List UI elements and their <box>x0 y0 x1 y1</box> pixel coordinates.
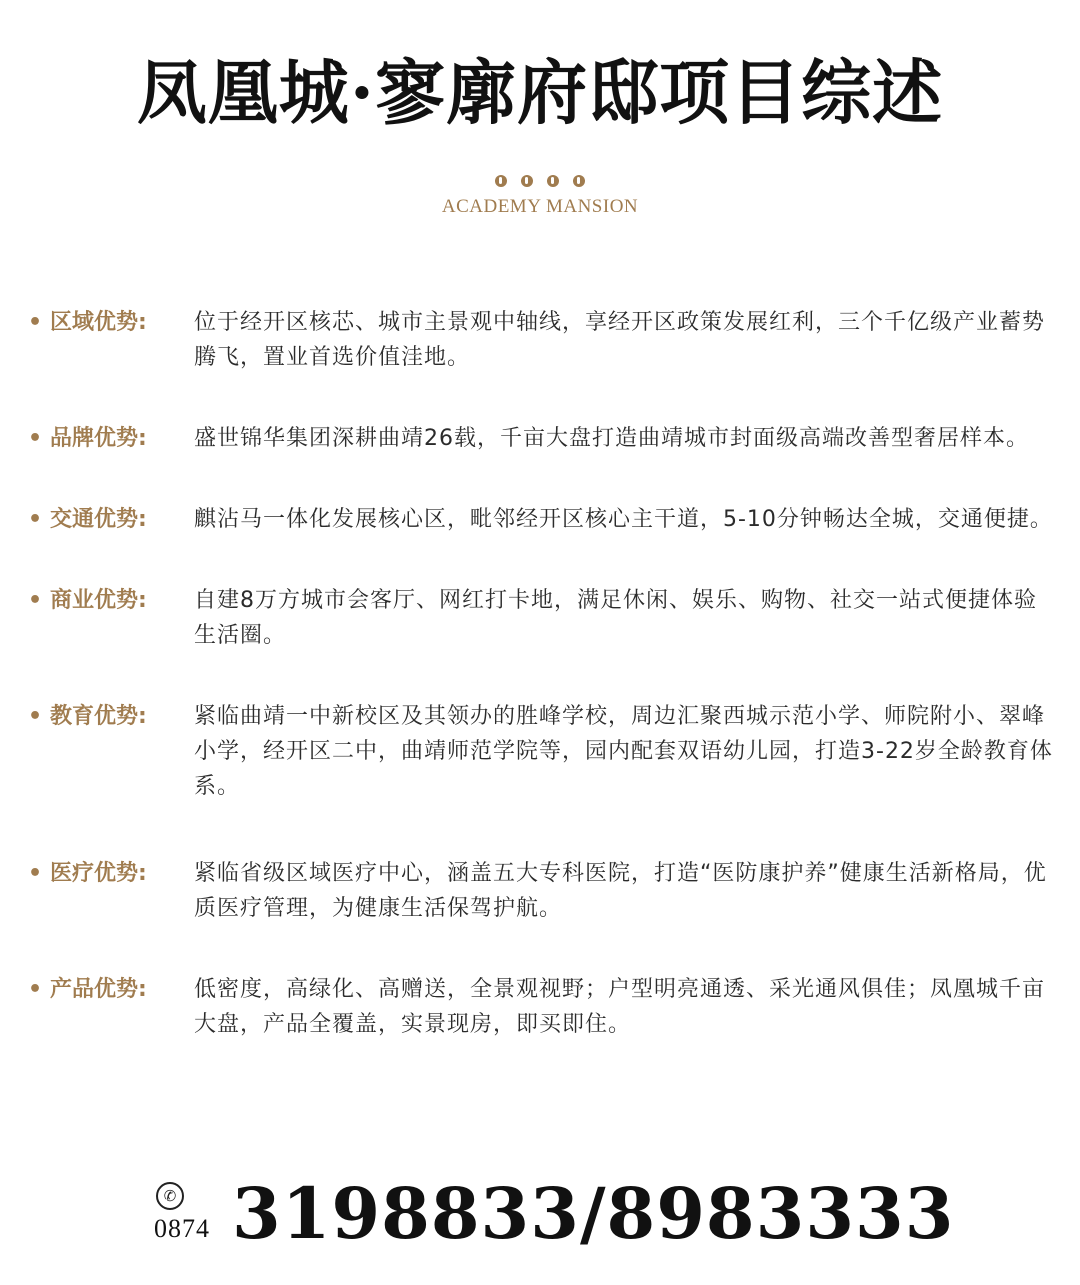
item-label: • 品牌优势: <box>28 426 147 451</box>
item-label: • 交通优势: <box>28 507 147 532</box>
phone-numbers: 3198833/8983333 <box>232 1172 955 1255</box>
item-text: 自建8万方城市会客厅、网红打卡地，满足休闲、娱乐、购物、社交一站式便捷体验生活圈。 <box>194 588 1037 648</box>
item-text: 低密度，高绿化、高赠送，全景观视野；户型明亮通透、采光通风俱佳；凤凰城千亩大盘，产品全覆盖，实景现房，即买即住。 <box>194 977 1046 1037</box>
item-text: 位于经开区核芯、城市主景观中轴线，享经开区政策发展红利，三个千亿级产业蓄势腾飞，置业首选价值洼地。 <box>194 310 1046 370</box>
phone-icon: ✆ <box>156 1182 184 1210</box>
list-item-traffic <box>28 502 1058 537</box>
list-item-medical <box>28 856 1058 926</box>
list-item-education <box>28 699 1058 804</box>
list-item-region <box>28 305 1058 375</box>
item-label: • 产品优势: <box>28 977 147 1002</box>
list-item-brand <box>28 421 1058 456</box>
item-label: • 区域优势: <box>28 310 147 335</box>
brand-logo <box>0 170 1080 218</box>
advantage-list <box>28 305 1058 1042</box>
contact-phone <box>154 1172 955 1258</box>
item-label: • 商业优势: <box>28 588 147 613</box>
logo-text: ACADEMY MANSION <box>441 196 639 217</box>
list-item-commerce <box>28 583 1058 653</box>
item-label: • 教育优势: <box>28 704 147 729</box>
item-text: 紧临省级区域医疗中心，涵盖五大专科医院，打造“医防康护养”健康生活新格局，优质医疗管理，为健康生活保驾护航。 <box>194 861 1047 921</box>
area-code: 0874 <box>154 1214 210 1243</box>
item-text: 紧临曲靖一中新校区及其领办的胜峰学校，周边汇聚西城示范小学、师院附小、翠峰小学，经开区二中，曲靖师范学院等，园内配套双语幼儿园，打造3-22岁全龄教育体系。 <box>194 704 1053 799</box>
logo-mark-icon <box>0 170 1080 192</box>
item-label: • 医疗优势: <box>28 861 147 886</box>
item-text: 盛世锦华集团深耕曲靖26载，千亩大盘打造曲靖城市封面级高端改善型奢居样本。 <box>194 426 1029 451</box>
list-item-product <box>28 972 1058 1042</box>
page-title: 凤凰城·寥廓府邸项目综述 <box>136 51 944 134</box>
item-text: 麒沾马一体化发展核心区，毗邻经开区核心主干道，5-10分钟畅达全城，交通便捷。 <box>194 507 1053 532</box>
